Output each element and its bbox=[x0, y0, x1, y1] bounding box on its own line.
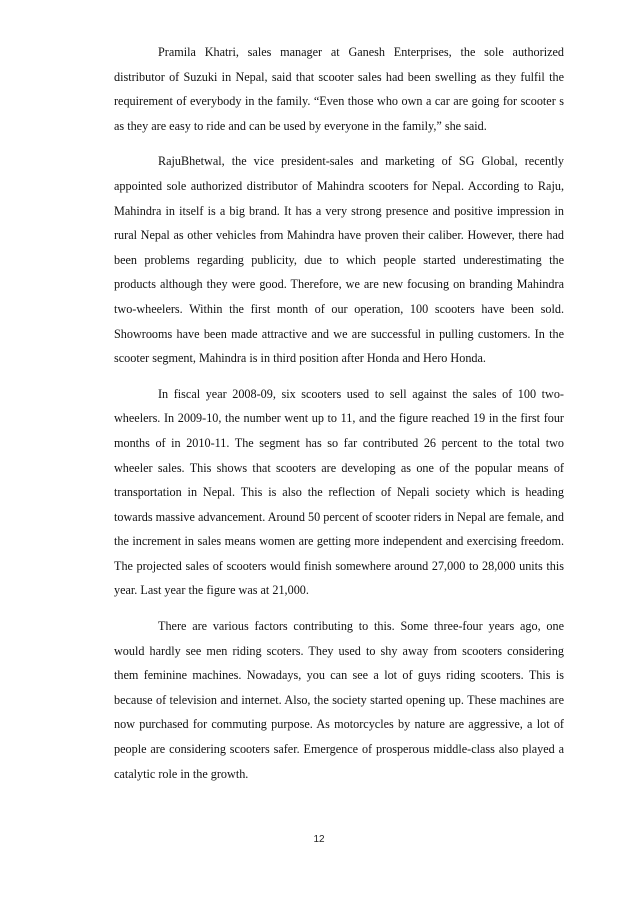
body-text bbox=[114, 40, 564, 797]
paragraph-4: There are various factors contributing to this. Some three-four years ago, one would hardly see men riding scoters. They used to shy away from scooters considering them feminine machines. Nowadays, you can see a lot of guys riding scooters. This is because of television and internet. Also, the society started opening up. These machines are now purchased for commuting purpose. As motorcycles by nature are aggressive, a lot of people are considering scooters safer. Emergence of prosperous middle-class also played a catalytic role in the growth. bbox=[114, 619, 564, 781]
page-number: 12 bbox=[313, 834, 325, 845]
paragraph-1: Pramila Khatri, sales manager at Ganesh Enterprises, the sole authorized distributor of Suzuki in Nepal, said that scooter sales had been swelling as they fulfil the requirement of everybody in the family. “Even those who own a car are going for scooter s as they are easy to ride and can be used by everyone in the family,” she said. bbox=[114, 45, 564, 133]
paragraph-2: RajuBhetwal, the vice president-sales and marketing of SG Global, recently appointed sole authorized distributor of Mahindra scooters for Nepal. According to Raju, Mahindra in itself is a big brand. It has a very strong presence and positive impression in rural Nepal as other vehicles from Mahindra have proven their caliber. However, there had been problems regarding publicity, due to which people started underestimating the products although they were good. Therefore, we are new focusing on branding Mahindra two-wheelers. Within the first month of our operation, 100 scooters have been sold. Showrooms have been made attractive and we are successful in pulling customers. In the scooter segment, Mahindra is in third position after Honda and Hero Honda. bbox=[114, 154, 564, 366]
paragraph-3: In fiscal year 2008-09, six scooters used to sell against the sales of 100 two-wheelers. In 2009-10, the number went up to 11, and the figure reached 19 in the first four months of in 2010-11. The segment has so far contributed 26 percent to the total two wheeler sales. This shows that scooters are developing as one of the popular means of transportation in Nepal. This is also the reflection of Nepali society which is heading towards massive advancement. Around 50 percent of scooter riders in Nepal are female, and the increment in sales means women are getting more independent and exercising freedom. The projected sales of scooters would finish somewhere around 27,000 to 28,000 units this year. Last year the figure was at 21,000. bbox=[114, 386, 564, 598]
